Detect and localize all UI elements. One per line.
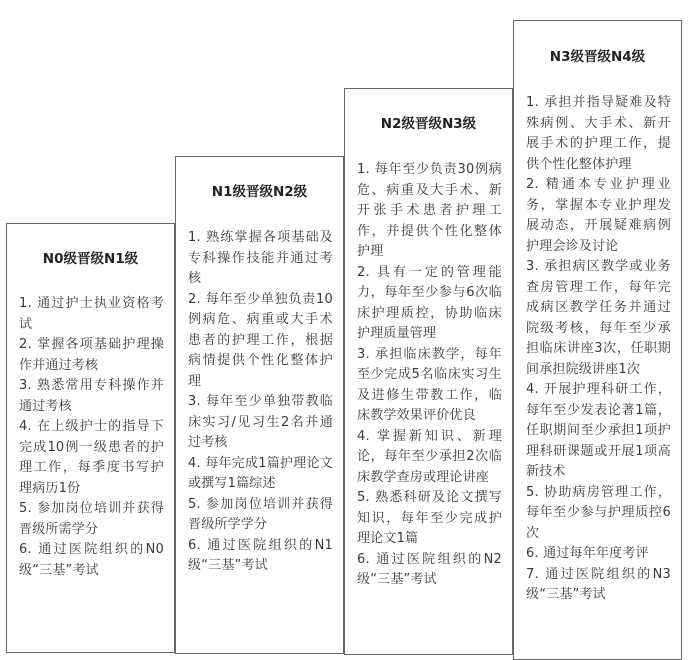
list-item: 1. 熟练掌握各项基础及专科操作技能并通过考核 [188,230,333,286]
list-item: 6. 通过医院组织的N0级“三基”考试 [19,542,164,578]
stage-title-text: N3级晋级N4级 [549,48,646,65]
requirement-list [7,289,174,581]
stage-title [513,20,682,89]
list-item: 6. 通过医院组织的N2级“三基”考试 [357,551,502,587]
list-item: 5. 熟悉科研及论文撰写知识，每年至少完成护理论文1篇 [357,490,502,546]
list-item: 2. 具有一定的管理能力，每年至少参与6次临床护理质控，协助临床护理质量管理 [357,264,502,341]
list-item: 2. 掌握各项基础护理操作并通过考核 [19,337,164,373]
stage-body [175,223,344,654]
stage-body [513,88,682,660]
stage-title [6,223,175,290]
stage-title [175,156,344,224]
list-item: 5. 参加岗位培训并获得晋级所需学分 [19,501,164,537]
list-item: 2. 每年至少单独负责10例病危、病重或大手术患者的护理工作，根据病情提供个性化整体护理 [188,291,333,389]
list-item: 5. 协助病房管理工作，每年至少参与护理质控6次 [526,484,671,541]
stage-title [344,88,513,156]
list-item: 1. 通过护士执业资格考试 [19,296,164,332]
stage-body [344,155,513,655]
list-item: 1. 每年至少负责30例病危、病重及大手术、新开张手术患者护理工作，并提供个性化整体护理 [357,162,502,259]
requirement-list [345,155,512,591]
stage-title-text: N0级晋级N1级 [42,250,139,267]
requirement-list [514,88,681,606]
list-item: 6. 通过每年年度考评 [526,546,649,561]
list-item: 3. 熟悉常用专科操作并通过考核 [19,378,164,414]
stage-title-text: N1级晋级N2级 [211,184,308,200]
list-item: 3. 每年至少单独带教临床实习/见习生2名并通过考核 [188,394,333,450]
requirement-list [176,223,343,577]
list-item: 5. 参加岗位培训并获得晋级所学学分 [188,496,333,532]
list-item: 2. 精通本专业护理业务，掌握本专业护理发展动态，开展疑难病例护理会诊及讨论 [526,177,671,254]
list-item: 6. 通过医院组织的N1级“三基”考试 [188,537,333,573]
list-item: 4. 每年完成1篇护理论文或撰写1篇综述 [188,455,333,491]
list-item: 3. 承担临床教学，每年至少完成5名临床实习生及进修生带教工作，临床教学效果评价优良 [357,346,502,423]
list-item: 7. 通过医院组织的N3级“三基”考试 [526,566,671,602]
list-item: 3. 承担病区教学或业务查房管理工作，每年完成病区教学任务并通过院级考核，每年至少承担临床讲座3次，任职期间承担院级讲座1次 [526,259,671,377]
stage-body [6,289,175,653]
list-item: 4. 在上级护士的指导下完成10例一级患者的护理工作，每季度书写护理病历1份 [19,419,164,496]
stage-title-text: N2级晋级N3级 [380,116,477,132]
list-item: 1. 承担并指导疑难及特殊病例、大手术、新开展手术的护理工作，提供个性化整体护理 [526,95,671,172]
list-item: 4. 开展护理科研工作，每年至少发表论著1篇，任职期间至少承担1项护理科研课题或开展1项高新技术 [526,382,671,479]
list-item: 4. 掌握新知识、新理论，每年至少承担2次临床教学查房或理论讲座 [357,428,502,485]
